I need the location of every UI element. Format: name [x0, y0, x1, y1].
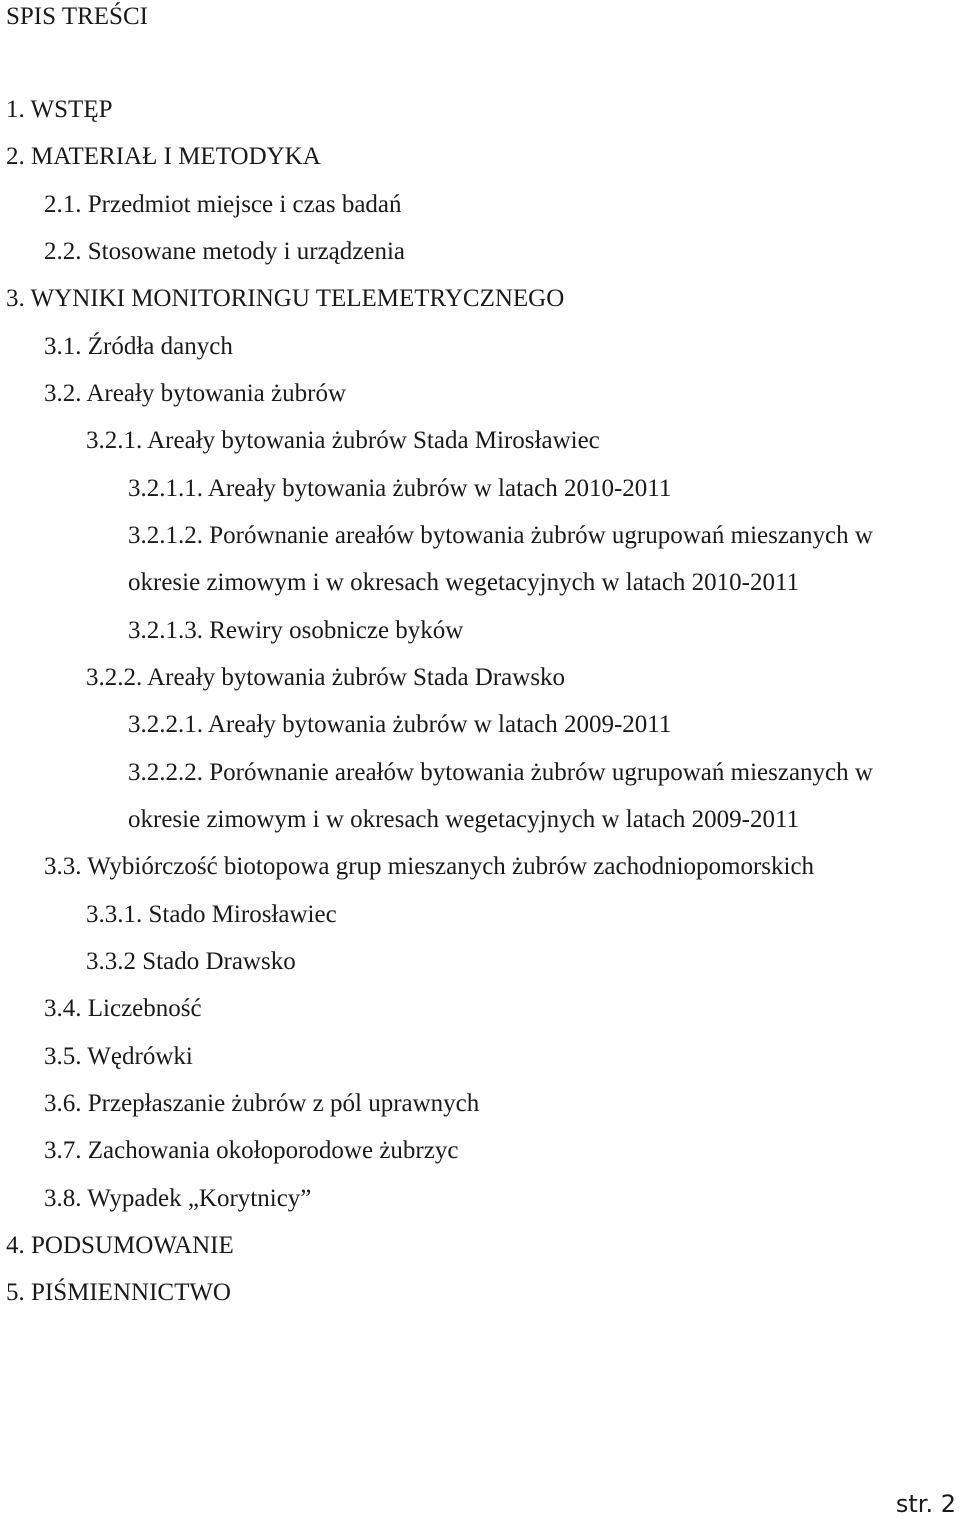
toc-entry[interactable]: 1. WSTĘP — [6, 96, 113, 123]
toc-entry[interactable]: 3. WYNIKI MONITORINGU TELEMETRYCZNEGO — [6, 285, 565, 312]
toc-entry[interactable]: 3.3. Wybiórczość biotopowa grup mieszanych żubrów zachodniopomorskich — [44, 853, 815, 880]
toc-entry[interactable]: 3.2.2.2. Porównanie areałów bytowania żubrów ugrupowań mieszanych w — [128, 759, 873, 786]
toc-entry[interactable]: 3.2.1.1. Areały bytowania żubrów w latach 2010-2011 — [128, 475, 672, 502]
toc-entry[interactable]: 3.4. Liczebność — [44, 995, 202, 1022]
toc-entry[interactable]: 3.7. Zachowania okołoporodowe żubrzyc — [44, 1137, 459, 1164]
toc-entry[interactable]: 3.8. Wypadek „Korytnicy” — [44, 1185, 312, 1212]
toc-entry[interactable]: 3.2.1. Areały bytowania żubrów Stada Mirosławiec — [86, 427, 600, 454]
toc-entry[interactable]: 3.2. Areały bytowania żubrów — [44, 380, 347, 407]
toc-entry[interactable]: 3.1. Źródła danych — [44, 333, 233, 360]
toc-entry[interactable]: 3.3.1. Stado Mirosławiec — [86, 901, 337, 928]
toc-entry[interactable]: 3.3.2 Stado Drawsko — [86, 948, 296, 975]
page-title: SPIS TREŚCI — [6, 3, 148, 30]
toc-entry[interactable]: 3.2.2.1. Areały bytowania żubrów w latach 2009-2011 — [128, 711, 672, 738]
toc-entry-continuation: okresie zimowym i w okresach wegetacyjnych w latach 2009-2011 — [128, 806, 800, 833]
toc-entry[interactable]: 3.2.1.2. Porównanie areałów bytowania żubrów ugrupowań mieszanych w — [128, 522, 873, 549]
toc-entry[interactable]: 3.2.1.3. Rewiry osobnicze byków — [128, 617, 464, 644]
toc-entry-continuation: okresie zimowym i w okresach wegetacyjnych w latach 2010-2011 — [128, 569, 800, 596]
toc-entry[interactable]: 2.2. Stosowane metody i urządzenia — [44, 238, 406, 265]
toc-entry[interactable]: 3.5. Wędrówki — [44, 1043, 193, 1070]
toc-entry[interactable]: 5. PIŚMIENNICTWO — [6, 1279, 231, 1306]
toc-entry[interactable]: 3.2.2. Areały bytowania żubrów Stada Drawsko — [86, 664, 566, 691]
toc-entry[interactable]: 2.1. Przedmiot miejsce i czas badań — [44, 191, 402, 218]
toc-entry[interactable]: 4. PODSUMOWANIE — [6, 1232, 234, 1259]
page-number: str. 2 — [895, 1490, 956, 1518]
toc-entry[interactable]: 2. MATERIAŁ I METODYKA — [6, 143, 321, 170]
toc-entry[interactable]: 3.6. Przepłaszanie żubrów z pól uprawnych — [44, 1090, 480, 1117]
